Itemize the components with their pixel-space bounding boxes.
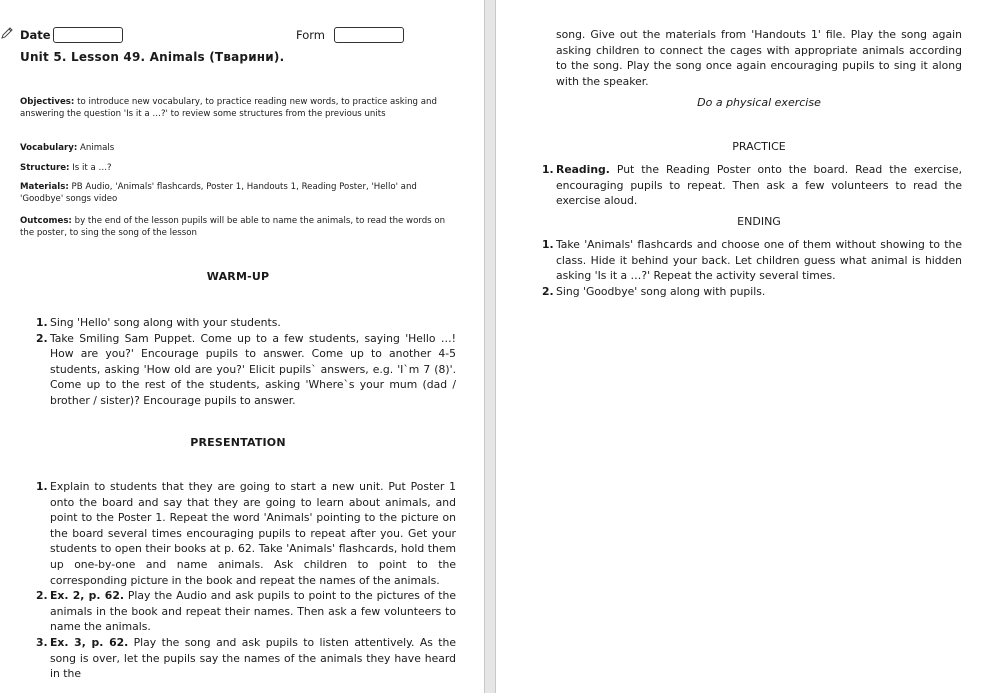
ending-list <box>542 237 962 299</box>
pencil-icon <box>0 25 14 39</box>
structure-text: Is it a …? <box>72 163 112 173</box>
list-item <box>36 588 456 635</box>
structure-label: Structure: <box>20 163 70 173</box>
form-label: Form <box>296 28 325 42</box>
left-page <box>0 0 484 693</box>
item-reference: Reading. <box>556 163 610 176</box>
materials-text: PB Audio, 'Animals' flashcards, Poster 1, Handouts 1, Reading Poster, 'Hello' and 'Goodbye' songs video <box>20 182 417 204</box>
list-item <box>36 479 456 588</box>
item-reference: Ex. 2, p. 62. <box>50 589 124 603</box>
item-text: Explain to students that they are going to start a new unit. Put Poster 1 onto the board and say that they are going to learn about animals, and point to the Poster 1. Repeat the word 'Animals' pointing to the picture on the board several times encouraging pupils to repeat after you. Get your students to open their books at p. 62. Take 'Animals' flashcards, hold them up one-by-one and name animals. Ask children to point to the corresponding picture in the book and repeat the names of the animals. <box>50 480 456 587</box>
item-number: 1. <box>36 316 48 329</box>
right-page <box>496 0 987 693</box>
item-number: 1. <box>542 238 554 251</box>
warmup-list <box>36 315 456 409</box>
item-number: 2. <box>36 589 48 603</box>
date-label: Date <box>20 28 51 42</box>
vocabulary-text: Animals <box>80 143 115 153</box>
vocabulary-label: Vocabulary: <box>20 143 78 153</box>
presentation-list <box>36 479 456 682</box>
item-text: Put the Reading Poster onto the board. Read the exercise, encouraging pupils to repeat. Then ask a few volunteers to read the exercise aloud. <box>556 163 962 208</box>
warmup-heading: WARM-UP <box>206 270 270 283</box>
item-number: 1. <box>542 163 554 176</box>
item-text: Sing 'Goodbye' song along with pupils. <box>556 284 766 298</box>
item-text: Play the song and ask pupils to listen attentively. As the song is over, let the pupils say the names of the animals they have heard in the <box>50 635 456 681</box>
outcomes-text: by the end of the lesson pupils will be able to name the animals, to read the words on the poster, to sing the song of the lesson <box>20 216 446 238</box>
item-text: Play the Audio and ask pupils to point to the pictures of the animals in the book and repeat their names. Then ask a few volunteers to name the animals. <box>50 589 456 634</box>
outcomes <box>20 216 460 239</box>
physical-exercise: Do a physical exercise <box>697 96 821 109</box>
list-item <box>542 284 962 300</box>
outcomes-label: Outcomes: <box>20 216 72 226</box>
objectives-text: to introduce new vocabulary, to practice reading new words, to practice asking and answering the question 'Is it a …?' to review some structures from the previous units <box>20 97 437 119</box>
practice-heading: PRACTICE <box>732 140 786 153</box>
page-gutter <box>484 0 496 693</box>
date-field[interactable] <box>53 27 123 43</box>
objectives <box>20 97 460 120</box>
materials-label: Materials: <box>20 182 69 192</box>
list-item <box>542 237 962 284</box>
practice-list <box>542 162 962 209</box>
presentation-heading: PRESENTATION <box>190 436 286 449</box>
continuation-text: song. Give out the materials from 'Handouts 1' file. Play the song again asking children to connect the cages with appropriate animals according to the song. Play the song once again encouraging pupils to sing it along with the speaker. <box>556 28 962 88</box>
materials <box>20 182 460 205</box>
item-text: Sing 'Hello' song along with your students. <box>50 316 281 329</box>
form-field[interactable] <box>334 27 404 43</box>
unit-title: Unit 5. Lesson 49. Animals (Тварини). <box>20 50 285 64</box>
item-number: 1. <box>36 480 48 493</box>
vocabulary <box>20 143 460 155</box>
list-item <box>36 635 456 682</box>
item-number: 2. <box>36 331 48 345</box>
objectives-label: Objectives: <box>20 97 75 107</box>
list-item <box>542 162 962 209</box>
item-number: 3. <box>36 635 48 649</box>
item-number: 2. <box>542 284 554 298</box>
item-reference: Ex. 3, p. 62. <box>50 635 129 649</box>
ending-heading: ENDING <box>737 215 781 228</box>
item-text: Take 'Animals' flashcards and choose one of them without showing to the class. Hide it behind your back. Let children guess what animal is hidden asking 'Is it a …?' Repeat the activity several times. <box>556 238 962 283</box>
item-text: Take Smiling Sam Puppet. Come up to a few students, saying 'Hello …! How are you?' Encourage pupils to answer. Come up to another 4-5 students, asking 'How old are you?' Elicit pupils` answers, e.g. 'I`m 7 (8)'. Come up to the rest of the students, asking 'Where`s your mum (dad / brother / sister)? Encourage pupils to answer. <box>50 331 456 407</box>
structure <box>20 163 460 175</box>
list-item <box>36 315 456 331</box>
list-item <box>36 331 456 409</box>
